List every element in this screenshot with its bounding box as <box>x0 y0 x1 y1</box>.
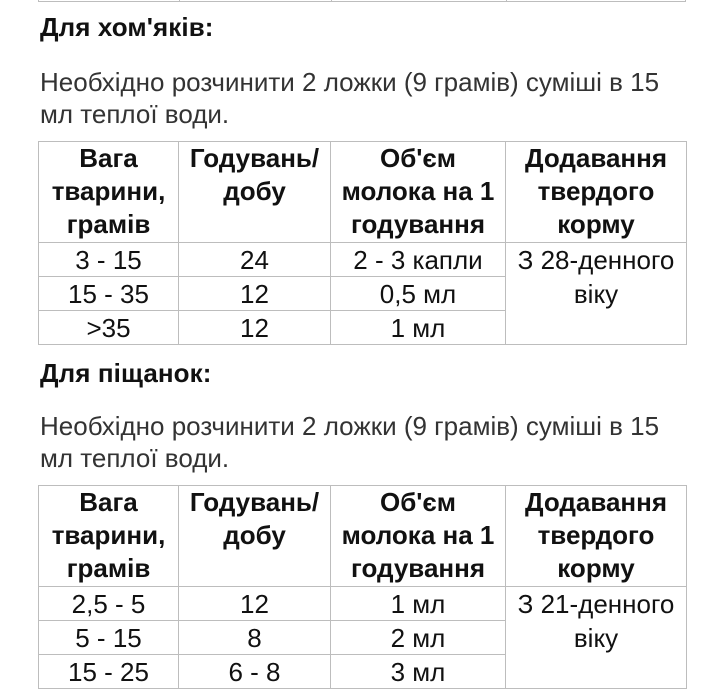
cell-feeds: 12 <box>179 277 331 311</box>
cell-volume: 3 мл <box>331 655 506 689</box>
header-weight: Вага тварини, грамів <box>39 142 179 243</box>
header-milk-volume: Об'єм молока на 1 годування <box>331 486 506 587</box>
cell-feeds: 24 <box>179 243 331 277</box>
section-intro-hamsters: Необхідно розчинити 2 ложки (9 грамів) суміші в 15 мл теплої води. <box>40 67 660 129</box>
feeding-table-hamsters <box>38 141 687 345</box>
header-milk-volume: Об'єм молока на 1 годування <box>331 142 506 243</box>
cell-feeds: 12 <box>179 311 331 345</box>
cell-volume: 2 мл <box>331 621 506 655</box>
header-weight: Вага тварини, грамів <box>39 486 179 587</box>
cell-weight: >35 <box>39 311 179 345</box>
cell-volume: 0,5 мл <box>331 277 506 311</box>
header-feeds-per-day: Годувань/ добу <box>179 486 331 587</box>
cell-weight: 5 - 15 <box>39 621 179 655</box>
feeding-table-gerbils <box>38 485 687 689</box>
section-title-gerbils: Для піщанок: <box>40 358 212 388</box>
cell-weight: 15 - 25 <box>39 655 179 689</box>
cell-volume: 1 мл <box>331 587 506 621</box>
cell-weight: 2,5 - 5 <box>39 587 179 621</box>
table-header-row <box>39 142 687 243</box>
cell-feeds: 6 - 8 <box>179 655 331 689</box>
cell-volume: 2 - 3 капли <box>331 243 506 277</box>
section-intro-gerbils: Необхідно розчинити 2 ложки (9 грамів) суміші в 15 мл теплої води. <box>40 411 660 473</box>
cell-weight: 3 - 15 <box>39 243 179 277</box>
table-row <box>39 243 687 277</box>
cell-volume: 1 мл <box>331 311 506 345</box>
cell-feeds: 12 <box>179 587 331 621</box>
header-feeds-per-day: Годувань/ добу <box>179 142 331 243</box>
table-row <box>39 587 687 621</box>
previous-table-remnant <box>38 0 686 2</box>
cell-weight: 15 - 35 <box>39 277 179 311</box>
cell-solid-food: З 28-денного віку <box>506 243 687 345</box>
cell-solid-food: З 21-денного віку <box>506 587 687 689</box>
section-title-hamsters: Для хом'яків: <box>40 12 214 42</box>
header-solid-food: Додавання твердого корму <box>506 142 687 243</box>
cell-feeds: 8 <box>179 621 331 655</box>
table-header-row <box>39 486 687 587</box>
header-solid-food: Додавання твердого корму <box>506 486 687 587</box>
